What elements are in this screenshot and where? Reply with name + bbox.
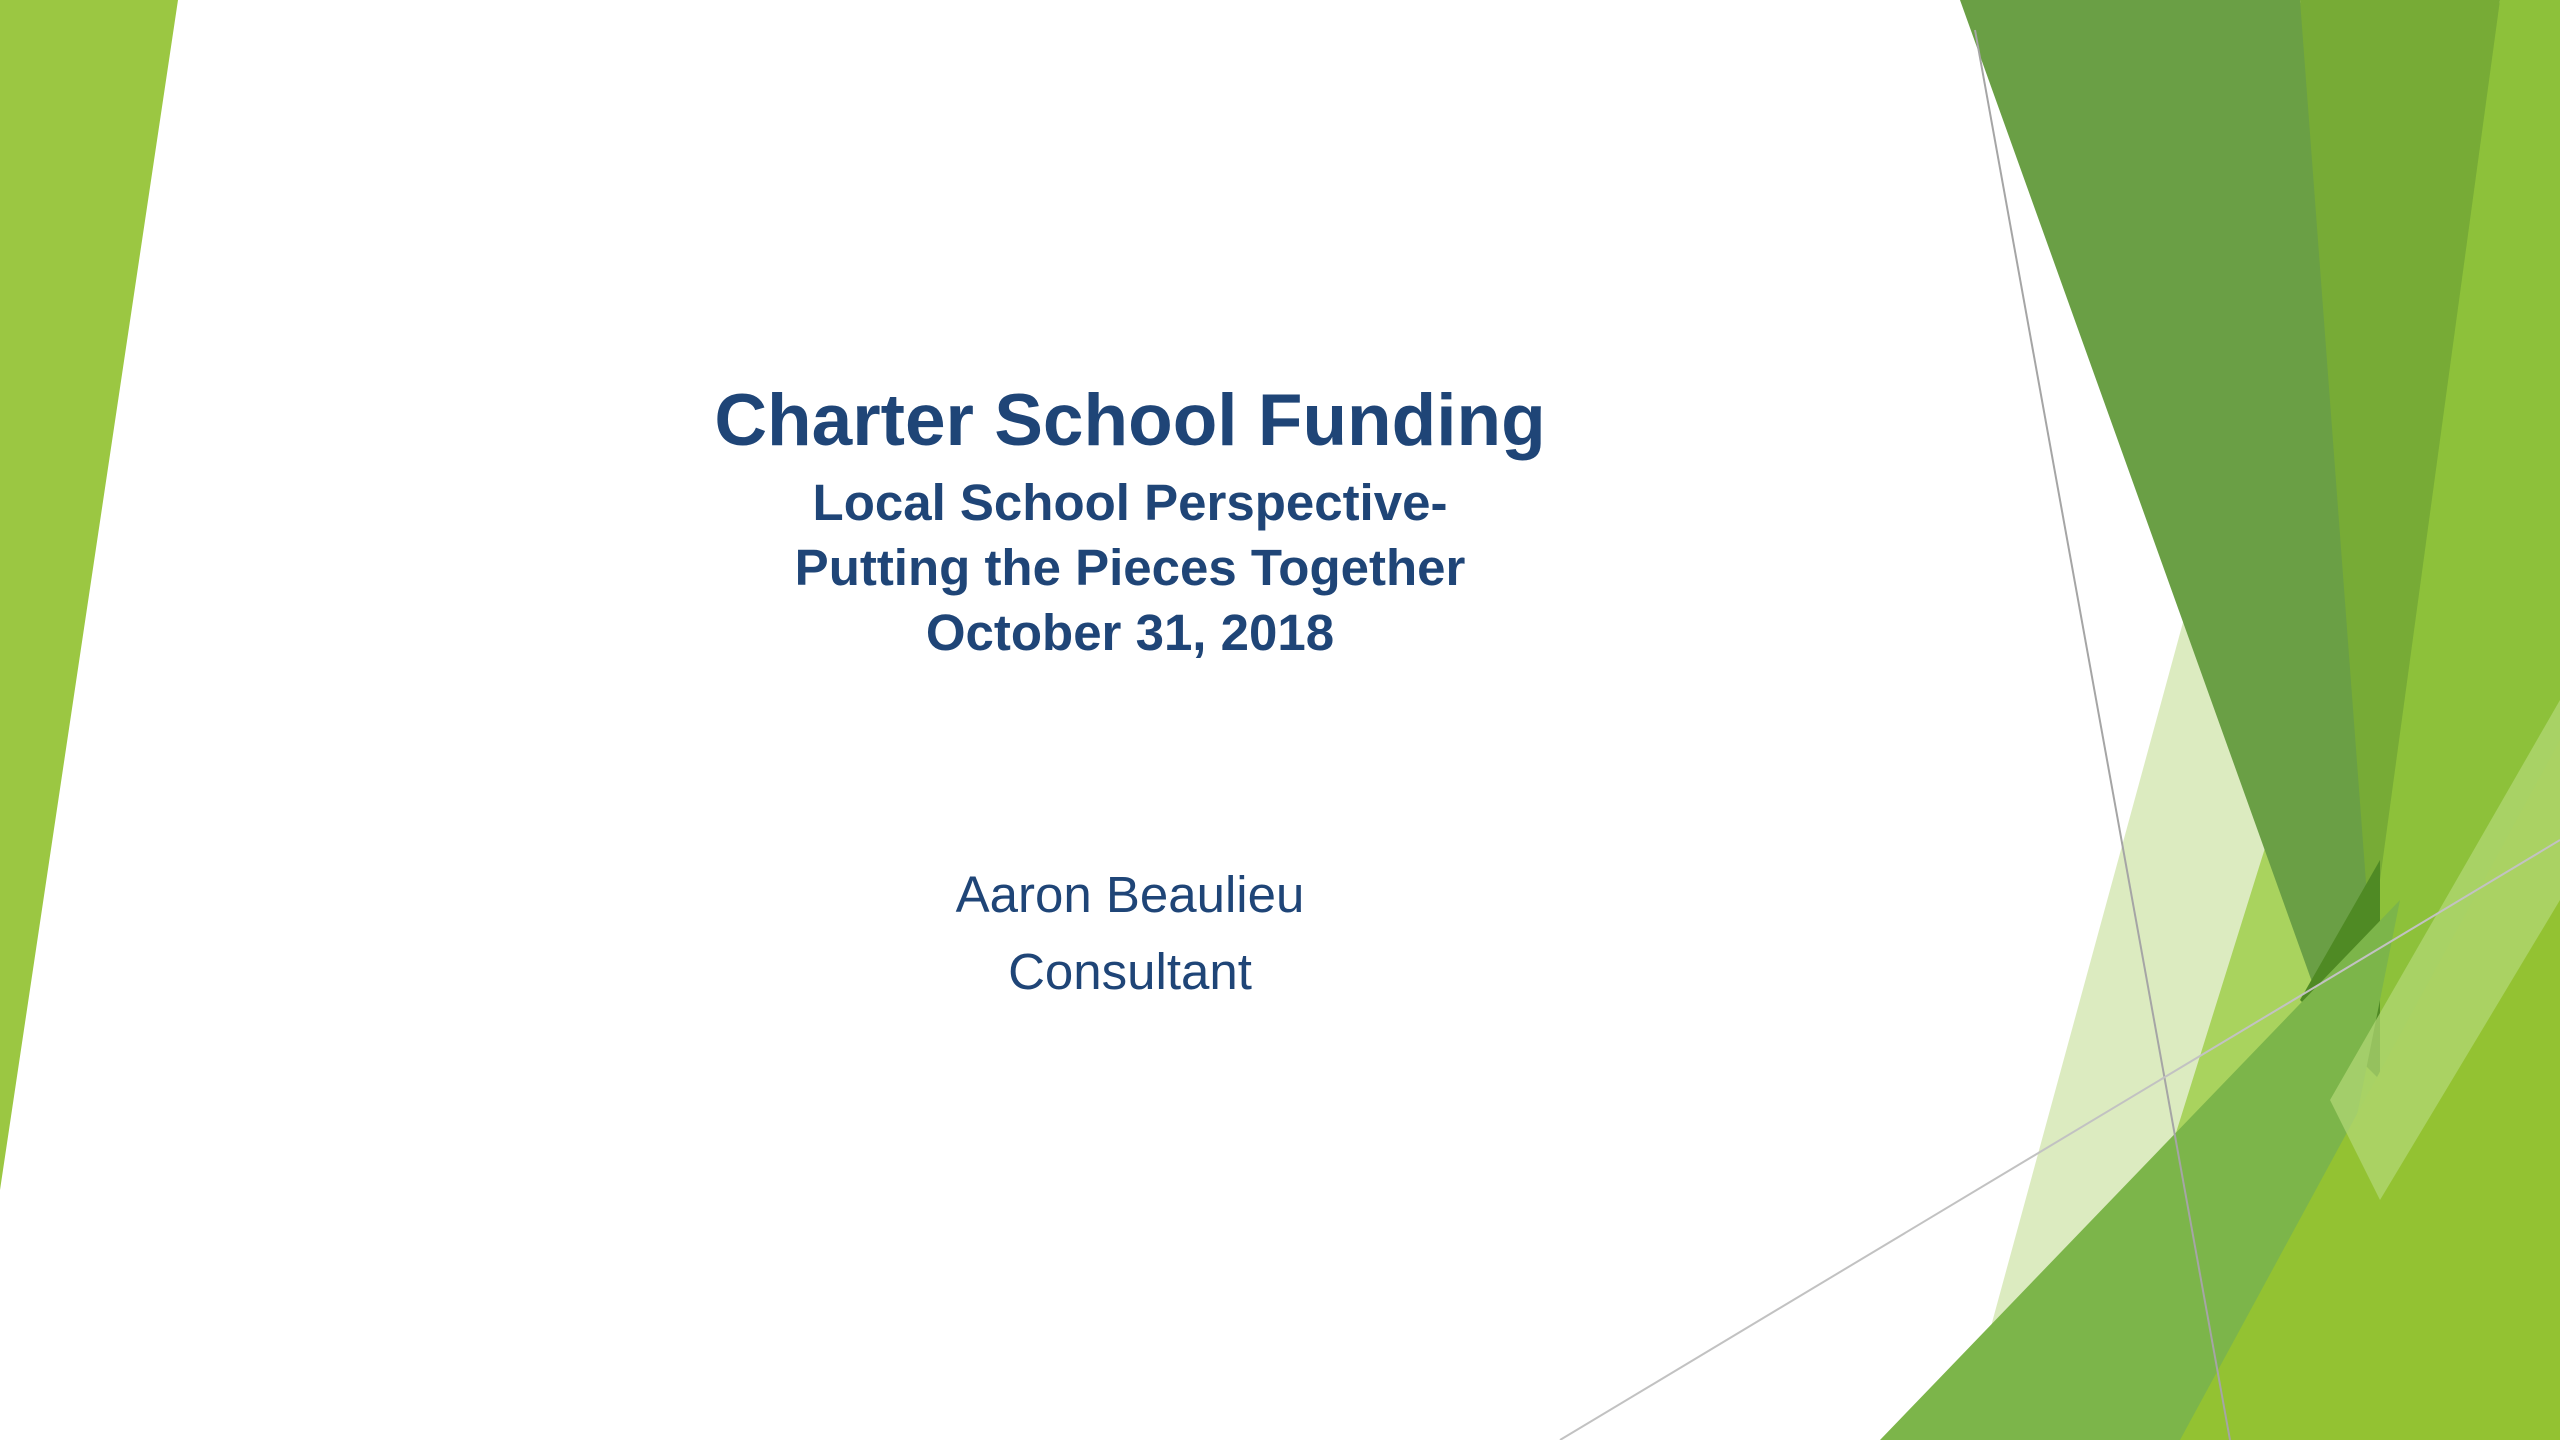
subtitle-line-1: Local School Perspective-	[812, 474, 1448, 531]
subtitle-line-3-date: October 31, 2018	[925, 604, 1335, 661]
subtitle-line-2: Putting the Pieces Together	[794, 539, 1466, 596]
slide-title: Charter School Funding	[714, 380, 1546, 461]
slide-subtitle	[530, 470, 1730, 665]
left-green-wedge	[0, 0, 178, 1190]
presenter-name: Aaron Beaulieu	[955, 866, 1305, 923]
presenter-role: Consultant	[1008, 943, 1252, 1000]
